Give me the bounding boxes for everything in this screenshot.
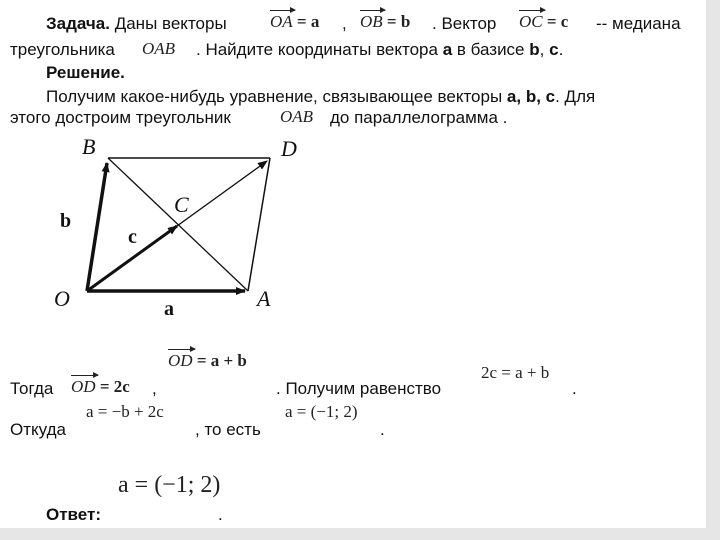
frame-right — [706, 0, 720, 540]
frame-bottom — [0, 528, 720, 540]
edge-da — [248, 158, 270, 291]
answer-dot: . — [218, 505, 223, 524]
point-b-label: B — [82, 134, 96, 159]
math-oab-2: OAB — [280, 107, 314, 126]
point-c-label: C — [174, 192, 189, 217]
task-comma: , — [342, 14, 347, 33]
task-line-1 — [46, 14, 227, 34]
math-od: OD = a + b — [168, 351, 247, 370]
comma-text: , — [152, 379, 157, 398]
math-oc: OC = c — [519, 12, 569, 31]
task-text-2: . Вектор — [432, 14, 497, 33]
math-ob: OB = b — [360, 12, 411, 31]
answer-label: Ответ: — [46, 505, 101, 524]
dot-2: . — [380, 420, 385, 439]
solution-label: Решение. — [46, 63, 125, 82]
math-od2: OD = 2c — [71, 377, 130, 396]
solution-line-1: Получим какое-нибудь уравнение, связывающее векторы a, b, c. Для — [46, 87, 596, 106]
vector-b-label: b — [60, 210, 72, 232]
dot-1: . — [572, 379, 577, 398]
math-oa: OA = a — [270, 12, 320, 31]
otkuda-text: Откуда — [10, 420, 66, 439]
task-text-3: -- медиана — [596, 14, 681, 33]
math-a-expr: a = −b + 2c — [86, 402, 164, 421]
task-label: Задача. — [46, 14, 110, 33]
point-a-label: A — [257, 286, 271, 311]
math-2c: 2c = a + b — [481, 363, 550, 382]
math-a-coord: a = (−1; 2) — [285, 402, 358, 421]
task-text-1: Даны векторы — [114, 14, 227, 33]
to-est-text: , то есть — [195, 420, 261, 439]
solution-line-2a: этого достроим треугольник — [10, 108, 231, 127]
poluchim-text: . Получим равенство — [276, 379, 442, 398]
vector-b — [87, 163, 107, 291]
vector-a-label: a — [164, 298, 174, 320]
point-o-label: O — [54, 286, 70, 311]
math-oab-1: OAB — [142, 39, 176, 58]
vector-c-label: c — [128, 226, 137, 248]
task-text-4: треугольника — [10, 40, 115, 59]
task-line-2: . Найдите координаты вектора a в базисе b, c. — [196, 40, 564, 59]
solution-line-2b: до параллелограмма . — [330, 108, 508, 127]
math-answer: a = (−1; 2) — [118, 472, 221, 498]
togda-text: Тогда — [10, 379, 54, 398]
point-d-label: D — [281, 136, 297, 161]
